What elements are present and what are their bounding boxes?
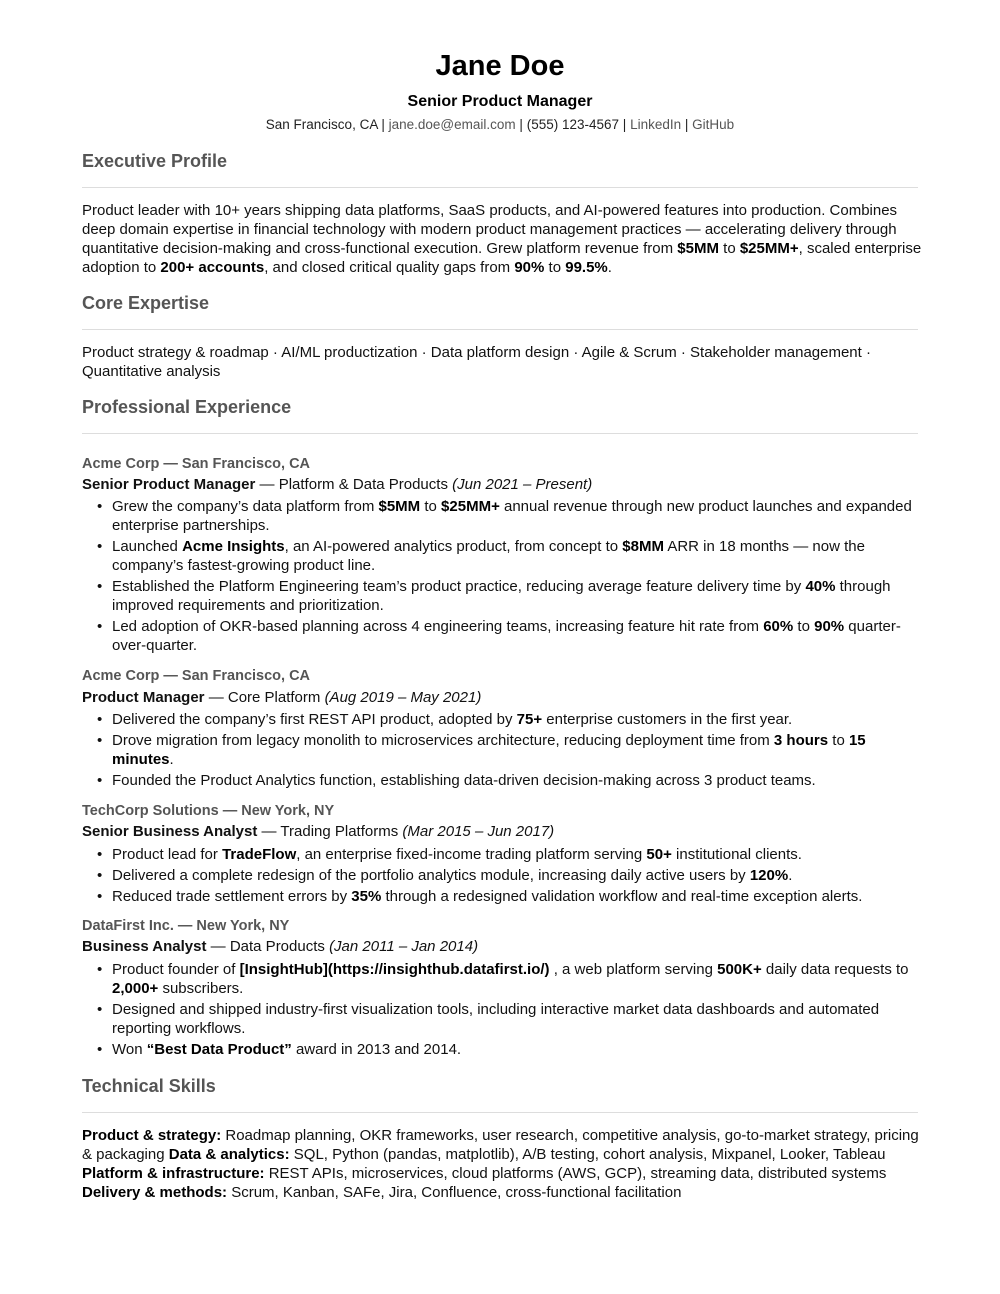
job-bullet: • Grew the company’s data platform from $5MM to $25MM+ annual revenue through new product launches and expanded enterprise partnerships.	[97, 498, 912, 534]
job-company: Acme Corp — San Francisco, CA	[82, 668, 311, 684]
section-heading-experience: Professional Experience	[82, 397, 292, 417]
section-heading-expertise: Core Expertise	[82, 293, 210, 313]
job-role-line: Product Manager — Core Platform (Aug 2019 – May 2021)	[82, 689, 482, 706]
job-bullet: • Established the Platform Engineering team’s product practice, reducing average feature delivery time by 40% through improved requirements and prioritization.	[97, 578, 891, 614]
job-role: Business Analyst	[82, 938, 207, 955]
candidate-title: Senior Product Manager	[407, 93, 593, 110]
section-heading-skills: Technical Skills	[82, 1076, 216, 1096]
section-divider	[82, 433, 918, 434]
candidate-name: Jane Doe	[435, 50, 565, 82]
job-role: Product Manager	[82, 689, 205, 706]
job-bullets	[82, 710, 922, 792]
profile-summary: Product leader with 10+ years shipping data platforms, SaaS products, and AI-powered features into production. Combines deep domain expertise in financial technology with modern product management practices — accelerating delivery through quantitative decision-making and cross-functional execution. Grew platform revenue from $5MM to $25MM+, scaled enterprise adoption to 200+ accounts, and closed critical quality gaps from 90% to 99.5%.	[82, 202, 922, 276]
contact-line	[0, 117, 1000, 132]
job-bullets	[82, 960, 922, 1061]
job-dates: (Jan 2011 – Jan 2014)	[329, 938, 479, 955]
job-bullet: • Reduced trade settlement errors by 35% through a redesigned validation workflow and real-time exception alerts.	[97, 888, 863, 905]
job-company: DataFirst Inc. — New York, NY	[82, 918, 290, 934]
separator: |	[622, 117, 627, 132]
job-bullet: • Founded the Product Analytics function, establishing data-driven decision-making across 3 product teams.	[97, 772, 816, 789]
job-bullet: • Drove migration from legacy monolith to microservices architecture, reducing deployment time from 3 hours to 15 minutes.	[97, 732, 866, 768]
job-bullet: • Led adoption of OKR-based planning across 4 engineering teams, increasing feature hit rate from 60% to 90% quarter-over-quarter.	[97, 618, 901, 654]
job-bullets	[82, 845, 922, 908]
job-company: Acme Corp — San Francisco, CA	[82, 456, 311, 472]
job-role: Senior Product Manager	[82, 476, 256, 493]
job-role-line: Senior Business Analyst — Trading Platforms (Mar 2015 – Jun 2017)	[82, 823, 555, 840]
job-dates: (Mar 2015 – Jun 2017)	[402, 823, 555, 840]
phone: (555) 123-4567	[526, 117, 620, 132]
linkedin-link[interactable]: LinkedIn	[630, 117, 682, 132]
job-dates: (Jun 2021 – Present)	[452, 476, 593, 493]
job-company: TechCorp Solutions — New York, NY	[82, 803, 335, 819]
section-heading-profile: Executive Profile	[82, 151, 228, 171]
job-role-line: Business Analyst — Data Products (Jan 2011 – Jan 2014)	[82, 938, 479, 955]
email-link[interactable]: jane.doe@email.com	[388, 117, 516, 132]
job-bullet: • Launched Acme Insights, an AI-powered analytics product, from concept to $8MM ARR in 18 months — now the company’s fastest-growing product line.	[97, 538, 865, 574]
expertise-list: Product strategy & roadmap · AI/ML productization · Data platform design · Agile & Scrum · Stakeholder management · Quantitative analysis	[82, 344, 871, 380]
separator: |	[519, 117, 523, 132]
github-link[interactable]: GitHub	[692, 117, 735, 132]
separator: |	[381, 117, 385, 132]
separator: |	[684, 117, 689, 132]
job-bullet: • Product founder of [InsightHub](https://insighthub.datafirst.io/) , a web platform serving 500K+ daily data requests to 2,000+ subscribers.	[97, 961, 909, 997]
job-bullet: • Delivered the company’s first REST API product, adopted by 75+ enterprise customers in the first year.	[97, 711, 793, 728]
skills-paragraph: Product & strategy: Roadmap planning, OKR frameworks, user research, competitive analysis, go-to-market strategy, pricing & packaging Data & analytics: SQL, Python (pandas, matplotlib), A/B testing, cohort analysis, Mixpanel, Looker, Tableau Platform & infrastructure: REST APIs, microservices, cloud platforms (AWS, GCP), streaming data, distributed systems Delivery & methods: Scrum, Kanban, SAFe, Jira, Confluence, cross-functional facilitation	[82, 1127, 919, 1201]
job-bullet: • Won “Best Data Product” award in 2013 and 2014.	[97, 1041, 462, 1058]
job-role-line: Senior Product Manager — Platform & Data Products (Jun 2021 – Present)	[82, 476, 593, 493]
job-bullets	[82, 497, 922, 657]
insighthub-link[interactable]: [InsightHub](https://insighthub.datafirst.io/)	[239, 961, 550, 978]
job-bullet: • Product lead for TradeFlow, an enterprise fixed-income trading platform serving 50+ institutional clients.	[97, 846, 802, 863]
location: San Francisco, CA	[265, 117, 378, 132]
section-divider	[82, 187, 918, 188]
job-dates: (Aug 2019 – May 2021)	[324, 689, 482, 706]
section-divider	[82, 1112, 918, 1113]
job-bullet: • Designed and shipped industry-first visualization tools, including interactive market data dashboards and automated reporting workflows.	[97, 1001, 880, 1037]
job-role: Senior Business Analyst	[82, 823, 258, 840]
job-bullet: • Delivered a complete redesign of the portfolio analytics module, increasing daily active users by 120%.	[97, 867, 793, 884]
section-divider	[82, 329, 918, 330]
